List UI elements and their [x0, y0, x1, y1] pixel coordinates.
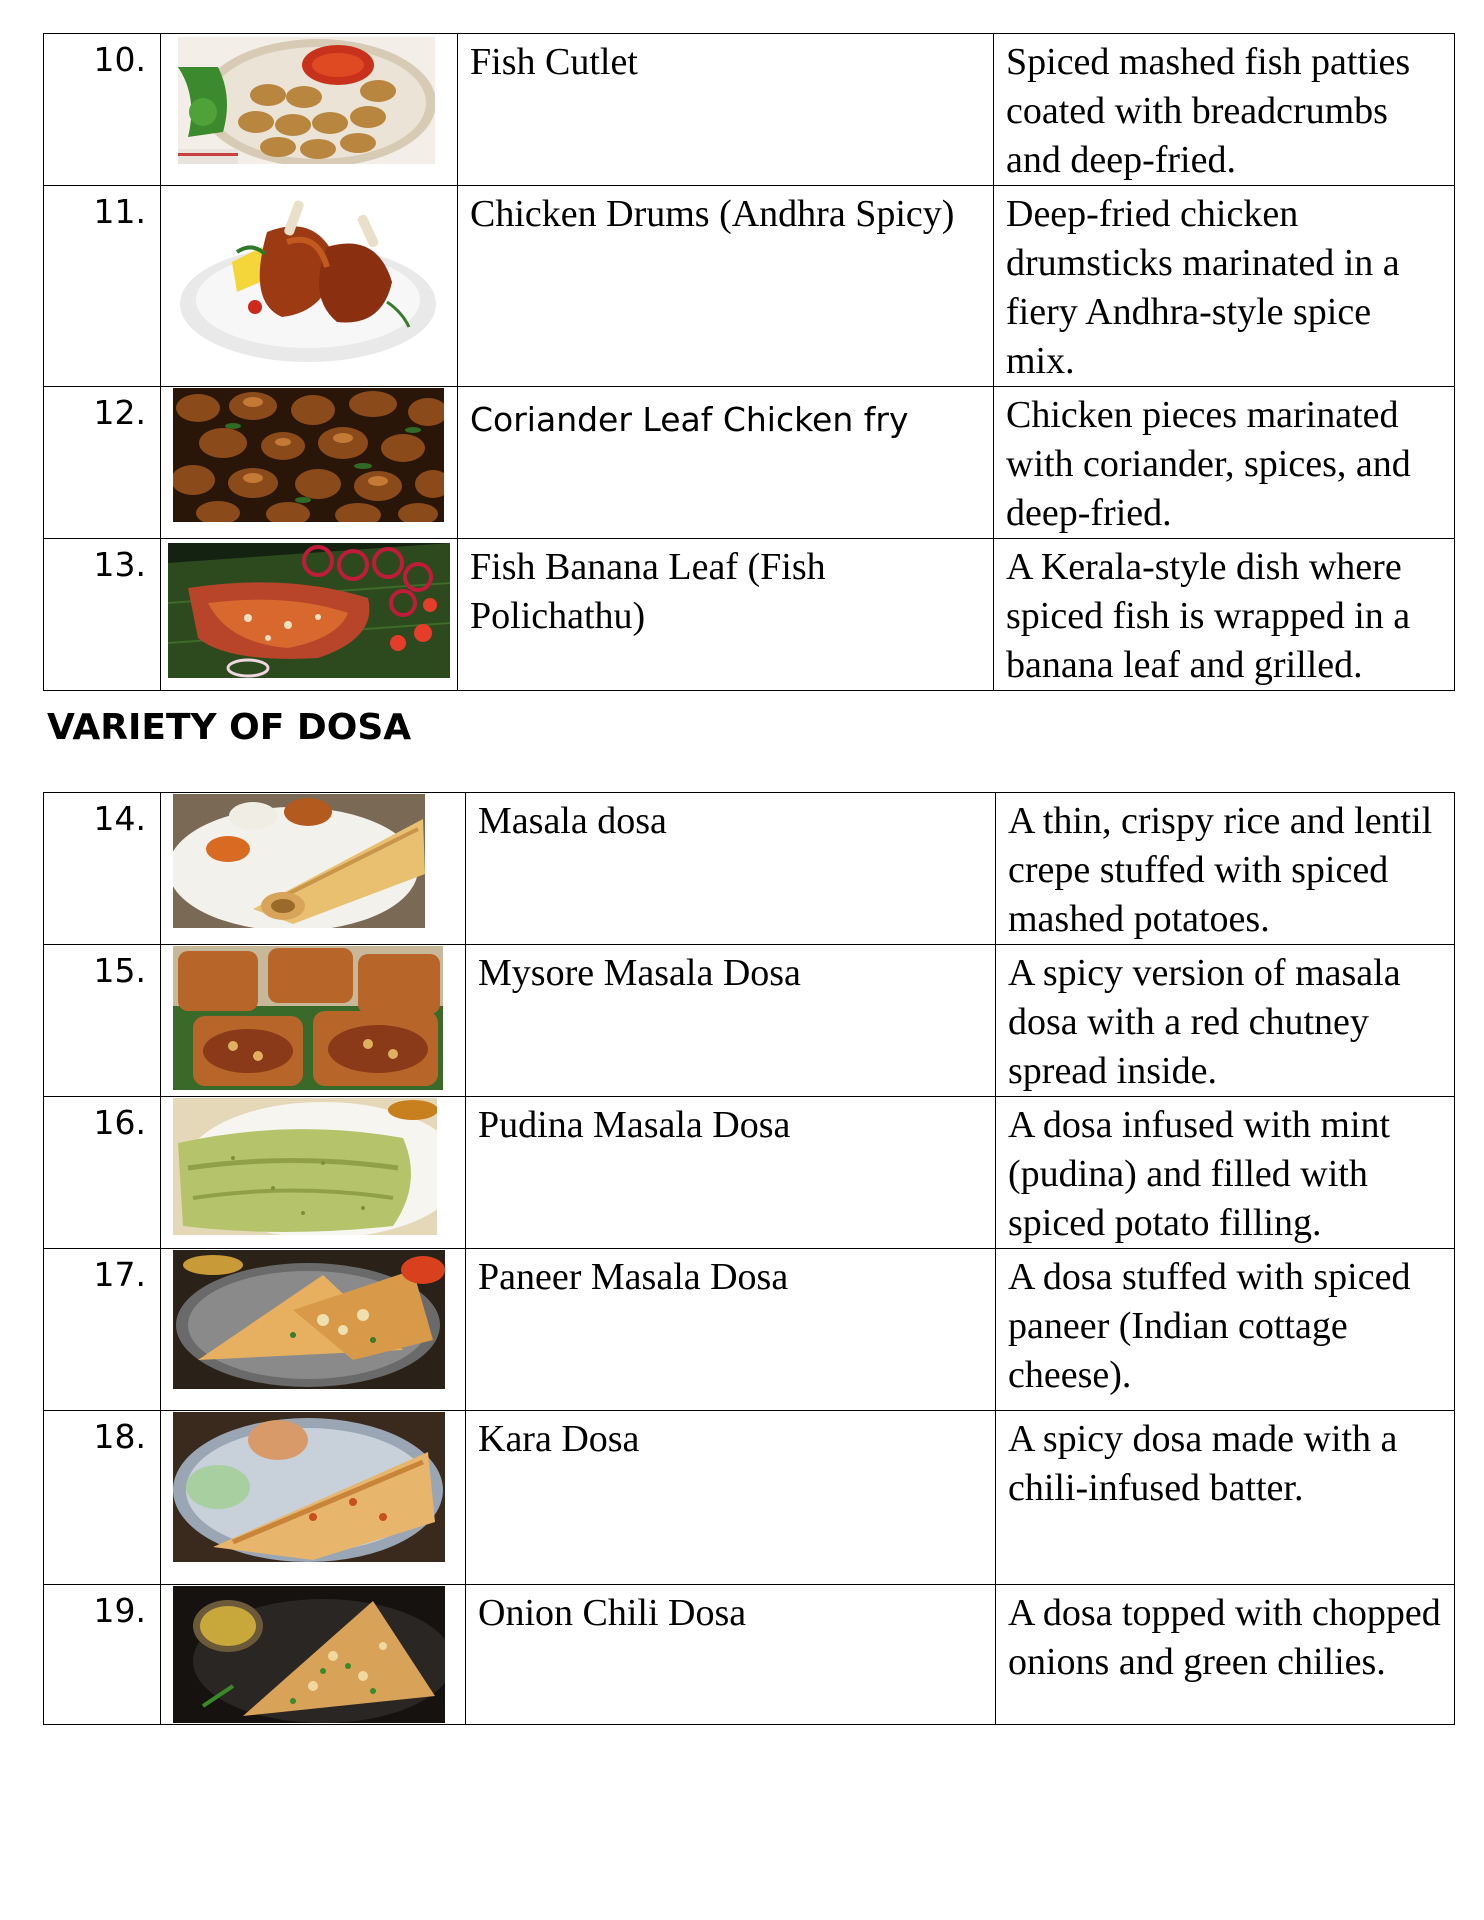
dish-name: Pudina Masala Dosa	[466, 1097, 996, 1249]
table-row	[44, 1249, 1455, 1411]
table-row	[44, 1585, 1455, 1725]
dish-image-cell	[161, 945, 466, 1097]
dish-name: Fish Cutlet	[458, 34, 994, 186]
dish-name: Fish Banana Leaf (Fish Polichathu)	[458, 539, 994, 691]
row-number: 18.	[44, 1411, 161, 1585]
dish-name: Chicken Drums (Andhra Spicy)	[458, 186, 994, 387]
dish-name: Masala dosa	[466, 793, 996, 945]
dish-description: A dosa infused with mint (pudina) and filled with spiced potato filling.	[996, 1097, 1455, 1249]
row-number: 11.	[44, 186, 161, 387]
dish-name: Paneer Masala Dosa	[466, 1249, 996, 1411]
dosa-table	[43, 792, 1455, 1725]
table-row	[44, 945, 1455, 1097]
row-number: 10.	[44, 34, 161, 186]
dish-image-cell	[161, 34, 458, 186]
onion-chili-dosa-photo	[173, 1586, 445, 1723]
dish-description: Chicken pieces marinated with coriander, spices, and deep-fried.	[994, 387, 1455, 539]
mysore-masala-dosa-photo	[173, 946, 443, 1090]
table-row	[44, 793, 1455, 945]
dish-name: Mysore Masala Dosa	[466, 945, 996, 1097]
dish-image-cell	[161, 1585, 466, 1725]
paneer-masala-dosa-photo	[173, 1250, 445, 1389]
fish-polichathu-photo	[168, 543, 450, 678]
fish-cutlet-photo	[178, 37, 435, 164]
dish-image-cell	[161, 387, 458, 539]
dish-description: A spicy version of masala dosa with a red chutney spread inside.	[996, 945, 1455, 1097]
table-row	[44, 387, 1455, 539]
row-number: 15.	[44, 945, 161, 1097]
row-number: 13.	[44, 539, 161, 691]
dish-description: A dosa stuffed with spiced paneer (Indian cottage cheese).	[996, 1249, 1455, 1411]
dish-image-cell	[161, 186, 458, 387]
starters-table	[43, 33, 1455, 691]
table-row	[44, 1411, 1455, 1585]
dish-description: Spiced mashed fish patties coated with breadcrumbs and deep-fried.	[994, 34, 1455, 186]
row-number: 12.	[44, 387, 161, 539]
dish-image-cell	[161, 1097, 466, 1249]
dish-image-cell	[161, 1249, 466, 1411]
table-row	[44, 186, 1455, 387]
dish-image-cell	[161, 1411, 466, 1585]
dish-description: A dosa topped with chopped onions and green chilies.	[996, 1585, 1455, 1725]
kara-dosa-photo	[173, 1412, 445, 1562]
dish-description: A spicy dosa made with a chili-infused batter.	[996, 1411, 1455, 1585]
section-heading: VARIETY OF DOSA	[47, 707, 412, 748]
dish-description: A thin, crispy rice and lentil crepe stuffed with spiced mashed potatoes.	[996, 793, 1455, 945]
pudina-masala-dosa-photo	[173, 1098, 437, 1235]
dish-name: Kara Dosa	[466, 1411, 996, 1585]
row-number: 17.	[44, 1249, 161, 1411]
table-row	[44, 539, 1455, 691]
dish-name: Coriander Leaf Chicken fry	[458, 387, 994, 539]
dish-image-cell	[161, 793, 466, 945]
dish-description: A Kerala-style dish where spiced fish is wrapped in a banana leaf and grilled.	[994, 539, 1455, 691]
dish-description: Deep-fried chicken drumsticks marinated in a fiery Andhra-style spice mix.	[994, 186, 1455, 387]
chicken-drums-photo	[177, 192, 439, 372]
dish-name: Onion Chili Dosa	[466, 1585, 996, 1725]
table-row	[44, 34, 1455, 186]
masala-dosa-photo	[173, 794, 425, 928]
dish-image-cell	[161, 539, 458, 691]
chicken-fry-photo	[173, 388, 444, 522]
table-row	[44, 1097, 1455, 1249]
row-number: 14.	[44, 793, 161, 945]
row-number: 16.	[44, 1097, 161, 1249]
row-number: 19.	[44, 1585, 161, 1725]
